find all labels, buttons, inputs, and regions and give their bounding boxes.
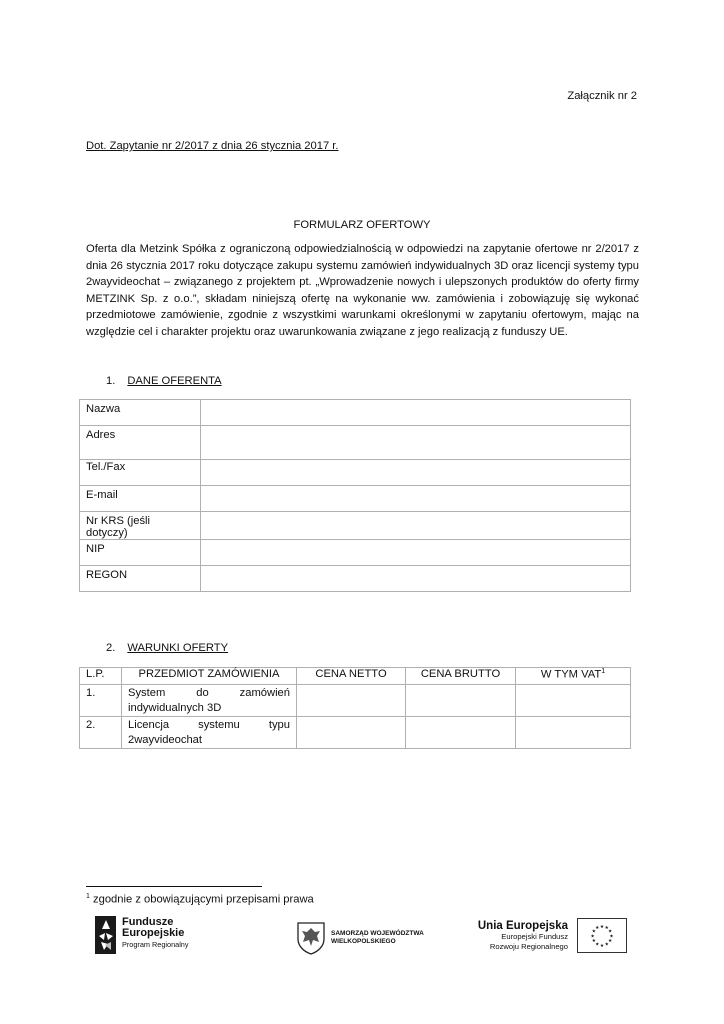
cell-vat-field[interactable] [516,685,631,717]
section-number: 1. [106,375,116,387]
table-row [80,426,631,460]
footnote-ref: 1 [601,668,606,675]
section-number: 2. [106,642,116,654]
eu-star-icon: ★ [608,928,613,934]
table-header-row [80,668,631,685]
eu-star-icon: ★ [595,925,600,931]
sw-logo-line: WIELKOPOLSKIEGO [331,938,396,945]
col-header-vat [516,668,631,685]
sw-logo-line: SAMORZĄD WOJEWÓDZTWA [331,930,424,937]
item-line: indywidualnych 3D [128,701,222,714]
table-row [80,512,631,540]
row-label: Adres [80,426,201,460]
eu-star-icon: ★ [604,925,609,931]
row-label: NIP [80,540,201,566]
reference-line: Dot. Zapytanie nr 2/2017 z dnia 26 stycznia 2017 r. [86,140,339,152]
table-row [80,486,631,512]
row-value-field[interactable] [201,540,631,566]
intro-paragraph: Oferta dla Metzink Spółka z ograniczoną odpowiedzialnością w odpowiedzi na zapytanie ofertowe nr 2/2017 z dnia 26 stycznia 2017 roku dotyczące zakupu systemu zamówień indywidualnych 3D oraz licencji systemy typu 2wayvideochat – związanego z projektem pt. „Wprowadzenie nowych i ulepszonych produktów do oferty firmy METZINK Sp. z o.o.”, składam niniejszą ofertę na wykonanie ww. zamówienia i zobowiązuję się wykonać przedmiotowe zamówienie, zgodnie z wszystkimi warunkami określonymi w zapytaniu ofertowym, mając na względzie cel i charakter projektu oraz uwarunkowania związane z jego realizacją z funduszy UE. [86,243,639,338]
footnote-text: zgodnie z obowiązującymi przepisami prawa [93,893,314,906]
offer-conditions-table [79,667,631,749]
eu-star-icon: ★ [595,941,600,947]
col-header-gross: CENA BRUTTO [406,668,516,685]
attachment-label: Załącznik nr 2 [567,90,637,102]
cell-gross-price-field[interactable] [406,717,516,749]
footnote-separator [86,886,262,887]
row-label: Tel./Fax [80,460,201,486]
cell-lp: 1. [80,685,122,717]
cell-item [122,685,297,717]
eu-star-icon: ★ [608,938,613,944]
fe-logo-line: Fundusze [122,916,174,928]
row-value-field[interactable] [201,486,631,512]
cell-vat-field[interactable] [516,717,631,749]
row-label: Nr KRS (jeśli dotyczy) [80,512,201,540]
row-value-field[interactable] [201,566,631,592]
col-header-net: CENA NETTO [297,668,406,685]
item-line: 2wayvideochat [128,733,203,746]
item-line: Licencja systemu typu [128,719,290,731]
sw-logo-text [331,930,424,946]
eu-star-icon: ★ [591,938,596,944]
form-title: FORMULARZ OFERTOWY [293,219,431,231]
coat-of-arms-icon [296,921,326,955]
row-label: Nazwa [80,400,201,426]
section-title: WARUNKI OFERTY [127,642,229,654]
row-label: E-mail [80,486,201,512]
eu-star-icon: ★ [591,928,596,934]
ue-logo-line: Europejski Fundusz [501,932,568,941]
fe-logo-line: Europejskie [122,927,185,939]
eu-flag-icon [577,918,627,953]
item-line: System do zamówień [128,687,290,699]
eu-star-icon: ★ [609,933,614,939]
row-value-field[interactable] [201,426,631,460]
row-label: REGON [80,566,201,592]
eu-star-icon: ★ [604,941,609,947]
section-title: DANE OFERENTA [127,375,222,387]
table-row [80,460,631,486]
col-header-lp: L.P. [80,668,122,685]
table-row [80,400,631,426]
eu-star-icon: ★ [599,923,605,929]
row-value-field[interactable] [201,512,631,540]
eu-star-icon: ★ [599,942,605,948]
footnote-mark: 1 [86,893,90,900]
ue-logo-line: Unia Europejska [477,920,568,932]
table-row [80,685,631,717]
footnote [86,893,314,906]
table-row [80,540,631,566]
ue-logo-line: Rozwoju Regionalnego [489,942,568,951]
cell-net-price-field[interactable] [297,717,406,749]
fe-logo-line: Program Regionalny [122,940,189,949]
fe-logo-text [122,917,189,950]
row-value-field[interactable] [201,400,631,426]
vat-label: W TYM VAT [540,668,602,681]
cell-lp: 2. [80,717,122,749]
row-value-field[interactable] [201,460,631,486]
eu-star-icon: ★ [590,933,595,939]
section-warunki-oferty-heading [106,642,228,654]
table-row [80,566,631,592]
section-dane-oferenta-heading [106,375,222,387]
cell-item [122,717,297,749]
cell-net-price-field[interactable] [297,685,406,717]
ue-logo-text [477,920,568,952]
table-row [80,717,631,749]
offerer-data-table [79,399,631,592]
col-header-item: PRZEDMIOT ZAMÓWIENIA [122,668,297,685]
cell-gross-price-field[interactable] [406,685,516,717]
